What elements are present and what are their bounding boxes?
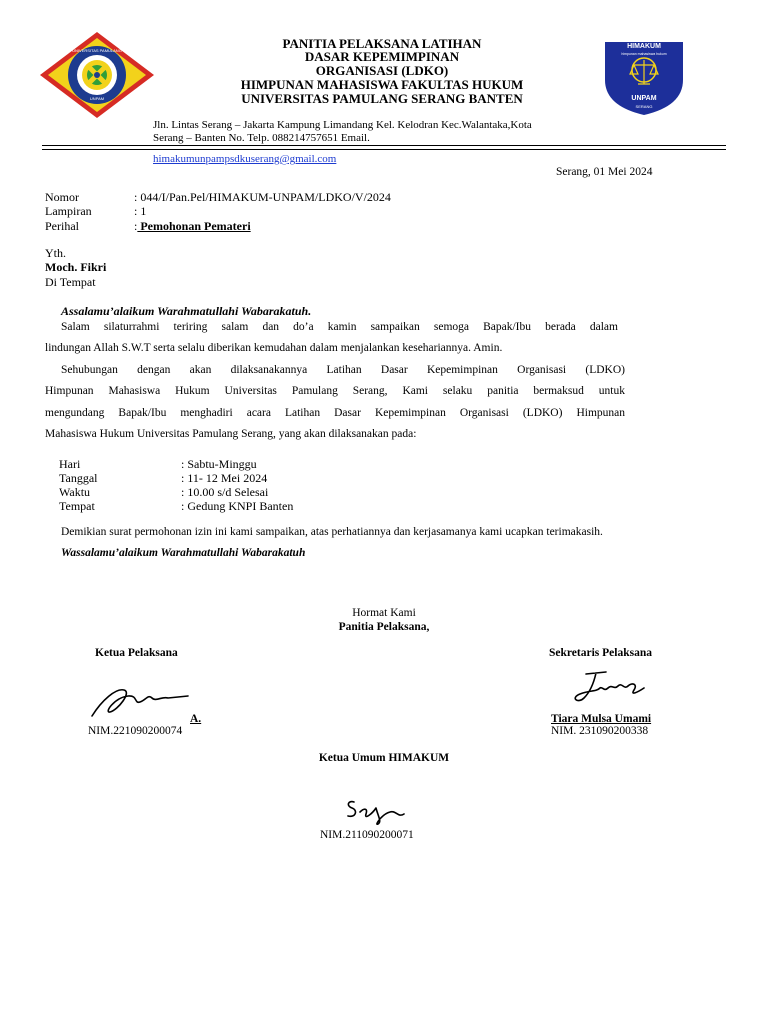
logo-left-text-top: UNIVERSITAS PAMULANG	[72, 48, 122, 53]
schedule-value-tanggal: : 11- 12 Mei 2024	[181, 471, 268, 485]
logo-right-bottom: UNPAM	[631, 95, 657, 102]
header-line-1: PANITIA PELAKSANA LATIHAN	[282, 36, 482, 51]
meta-label-lampiran: Lampiran	[45, 204, 92, 218]
meta-value-perihal	[134, 219, 251, 233]
para2-line4: Mahasiswa Hukum Universitas Pamulang Serang, yang akan dilaksanakan pada:	[45, 428, 417, 440]
schedule-value-tempat: : Gedung KNPI Banten	[181, 499, 294, 513]
hormat-kami: Hormat Kami	[352, 607, 416, 619]
recipient-place: Di Tempat	[45, 275, 96, 289]
schedule-label-tempat: Tempat	[59, 499, 95, 513]
closing-text: Demikian surat permohonan izin ini kami sampaikan, atas perhatiannya dan kerjasamanya kami ucapkan terimakasih.	[61, 526, 603, 538]
header-rule-top	[42, 145, 726, 146]
perihal-colon: :	[134, 219, 138, 233]
himakum-logo	[603, 40, 685, 116]
meta-label-nomor: Nomor	[45, 190, 79, 204]
address-line-2: Serang – Banten No. Telp. 088214757651 Email.	[153, 132, 370, 144]
ketua-pelaksana-name: A.	[190, 713, 202, 725]
para2-line3: mengundang Bapak/Ibu menghadiri acara Latihan Dasar Kepemimpinan Organisasi (LDKO) Himpunan	[45, 407, 625, 419]
schedule-label-hari: Hari	[59, 457, 81, 471]
ketua-pelaksana-title: Ketua Pelaksana	[95, 647, 178, 659]
meta-value-nomor: : 044/I/Pan.Pel/HIMAKUM-UNPAM/LDKO/V/2024	[134, 190, 391, 204]
recipient-name: Moch. Fikri	[45, 260, 107, 274]
header-line-2: DASAR KEPEMIMPINAN	[304, 49, 460, 64]
logo-right-city: SERANG	[635, 104, 653, 109]
schedule-label-waktu: Waktu	[59, 485, 91, 499]
closing-salam: Wassalamu’alaikum Warahmatullahi Wabarakatuh	[61, 547, 306, 559]
ketua-pelaksana-signature	[88, 680, 198, 720]
logo-right-top: HIMAKUM	[627, 43, 661, 50]
header-line-3: ORGANISASI (LDKO)	[315, 63, 449, 78]
ketua-umum-signature	[342, 794, 412, 828]
recipient-yth: Yth.	[45, 246, 66, 260]
ketua-pelaksana-nim: NIM.221090200074	[88, 725, 183, 737]
panitia-pelaksana: Panitia Pelaksana,	[338, 621, 430, 633]
sekretaris-pelaksana-signature	[566, 668, 648, 706]
ketua-umum-title: Ketua Umum HIMAKUM	[318, 752, 450, 764]
header-rule-bottom	[42, 149, 726, 150]
header-line-4: HIMPUNAN MAHASISWA FAKULTAS HUKUM	[240, 77, 524, 92]
unpam-logo	[38, 30, 156, 120]
salutation: Assalamu’alaikum Warahmatullahi Wabarakatuh.	[61, 304, 312, 318]
date-line: Serang, 01 Mei 2024	[556, 166, 653, 178]
para2-line1: Sehubungan dengan akan dilaksanakannya Latihan Dasar Kepemimpinan Organisasi (LDKO)	[61, 364, 625, 376]
para1-line2: lindungan Allah S.W.T serta selalu diberikan kemudahan dalam menjalankan kesehariannya. Amin.	[45, 342, 503, 354]
meta-label-perihal: Perihal	[45, 219, 79, 233]
email-link[interactable]: himakumunpampsdkuserang@gmail.com	[153, 153, 337, 165]
perihal-subject: Pemohonan Pemateri	[137, 219, 251, 233]
meta-value-lampiran: : 1	[134, 204, 147, 218]
header-line-5: UNIVERSITAS PAMULANG SERANG BANTEN	[241, 91, 523, 106]
sekretaris-pelaksana-nim: NIM. 231090200338	[551, 725, 649, 737]
para2-line2: Himpunan Mahasiswa Hukum Universitas Pamulang Serang, Kami selaku panitia bermaksud untuk	[45, 385, 625, 397]
logo-right-sub: himpunan mahasiswa hukum	[621, 52, 667, 56]
sekretaris-pelaksana-title: Sekretaris Pelaksana	[549, 647, 652, 659]
address-line-1: Jln. Lintas Serang – Jakarta Kampung Limandang Kel. Kelodran Kec.Walantaka,Kota	[153, 119, 532, 131]
sekretaris-pelaksana-name: Tiara Mulsa Umami	[551, 713, 652, 725]
logo-left-text-bottom: UNPAM	[89, 96, 105, 101]
schedule-value-waktu: : 10.00 s/d Selesai	[181, 485, 269, 499]
ketua-umum-nim: NIM.211090200071	[320, 829, 414, 841]
schedule-value-hari: : Sabtu-Minggu	[181, 457, 257, 471]
para1-line1: Salam silaturrahmi teriring salam dan do’a kamin sampaikan semoga Bapak/Ibu berada dalam	[61, 321, 618, 333]
schedule-label-tanggal: Tanggal	[59, 471, 98, 485]
